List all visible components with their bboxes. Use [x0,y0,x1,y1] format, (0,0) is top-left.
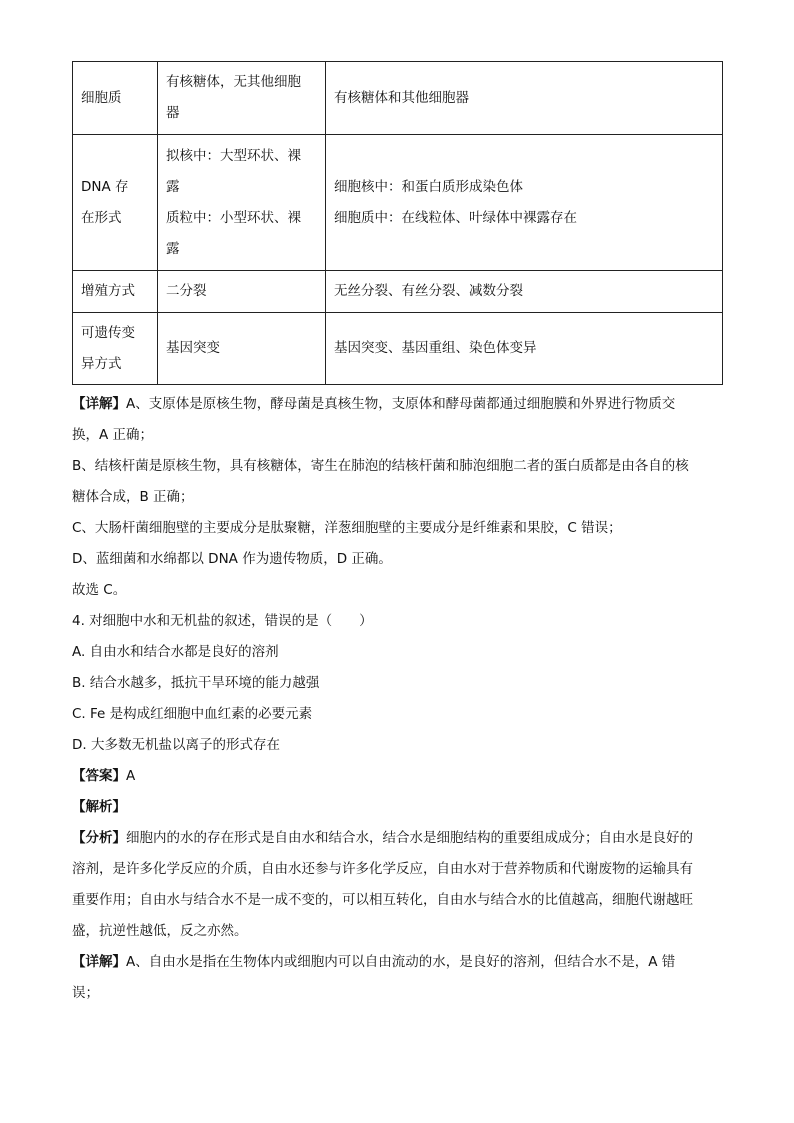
answer-tag: 【答案】 [72,768,126,784]
detail-text: A、自由水是指在生物体内或细胞内可以自由流动的水，是良好的溶剂，但结合水不是，A 错 [126,954,676,970]
detail-a-line1 [72,389,724,420]
prokaryote-cell [158,313,326,385]
cell-text: 露 [166,240,180,257]
analysis-tag: 【分析】 [72,830,126,846]
eukaryote-cell [326,313,723,385]
detail-c-line: C、大肠杆菌细胞壁的主要成分是肽聚糖，洋葱细胞壁的主要成分是纤维素和果胶，C 错误； [72,520,622,536]
cell-text: 基因突变 [166,340,220,356]
option-a: A. 自由水和结合水都是良好的溶剂 [72,644,279,660]
cell-text: 在形式 [81,209,122,226]
conclusion-line: 故选 C。 [72,582,127,598]
detail4-line1 [72,947,724,978]
detail-d-line: D、蓝细菌和水绵都以 DNA 作为遗传物质，D 正确。 [72,551,392,567]
analysis-text: 细胞内的水的存在形式是自由水和结合水，结合水是细胞结构的重要组成成分；自由水是良好的 [126,830,693,846]
table-row [73,313,723,385]
question-stem: 4. 对细胞中水和无机盐的叙述，错误的是（ ） [72,613,373,629]
detail-a-line2: 换，A 正确； [72,427,154,443]
cell-text: 异方式 [81,355,122,372]
cell-text: 基因突变、基因重组、染色体变异 [334,340,537,356]
cell-text: 露 [166,178,180,195]
eukaryote-cell [326,62,723,135]
eukaryote-cell [326,135,723,271]
cell-text: 有核糖体，无其他细胞 [166,74,301,90]
row-label-cell [73,135,158,271]
answer-value: A [126,768,136,784]
detail-tag: 【详解】 [72,954,126,970]
cell-text: 拟核中：大型环状、裸 [166,147,301,164]
detail-tag: 【详解】 [72,396,126,412]
prokaryote-cell [158,271,326,313]
answer-line [72,761,724,792]
detail4-line2: 误； [72,985,99,1001]
cell-text: 无丝分裂、有丝分裂、减数分裂 [334,283,523,299]
detail-text: A、支原体是原核生物，酵母菌是真核生物，支原体和酵母菌都通过细胞膜和外界进行物质交 [126,396,676,412]
cell-text: 细胞核中：和蛋白质形成染色体 [334,178,523,195]
cell-text: 增殖方式 [81,283,135,299]
cell-text: 有核糖体和其他细胞器 [334,89,469,106]
eukaryote-cell [326,271,723,313]
cell-text: 质粒中：小型环状、裸 [166,209,301,226]
cell-text: 二分裂 [166,283,207,299]
table-row [73,135,723,271]
row-label-cell [73,313,158,385]
table-row [73,62,723,135]
detail-b-line2: 糖体合成，B 正确； [72,489,194,505]
row-label-cell [73,271,158,313]
analysis-line4: 盛，抗逆性越低，反之亦然。 [72,923,248,939]
detail-b-line1: B、结核杆菌是原核生物，具有核糖体，寄生在肺泡的结核杆菌和肺泡细胞二者的蛋白质都是由各自的核 [72,458,689,474]
cell-text: 细胞质 [81,89,122,106]
option-b: B. 结合水越多，抵抗干旱环境的能力越强 [72,675,320,691]
analysis-line2: 溶剂，是许多化学反应的介质，自由水还参与许多化学反应，自由水对于营养物质和代谢废物的运输具有 [72,861,693,877]
comparison-table [72,61,723,385]
option-c: C. Fe 是构成红细胞中血红素的必要元素 [72,706,313,722]
cell-text: 器 [166,105,180,121]
cell-text: DNA 存 [81,178,129,195]
prokaryote-cell [158,135,326,271]
prokaryote-cell [158,62,326,135]
row-label-cell [73,62,158,135]
table-row [73,271,723,313]
analysis-heading: 【解析】 [72,799,126,815]
option-d: D. 大多数无机盐以离子的形式存在 [72,737,280,753]
analysis-line3: 重要作用；自由水与结合水不是一成不变的，可以相互转化，自由水与结合水的比值越高，细胞代谢越旺 [72,892,693,908]
analysis-line1 [72,823,724,854]
cell-text: 可遗传变 [81,324,135,341]
cell-text: 细胞质中：在线粒体、叶绿体中裸露存在 [334,209,577,226]
